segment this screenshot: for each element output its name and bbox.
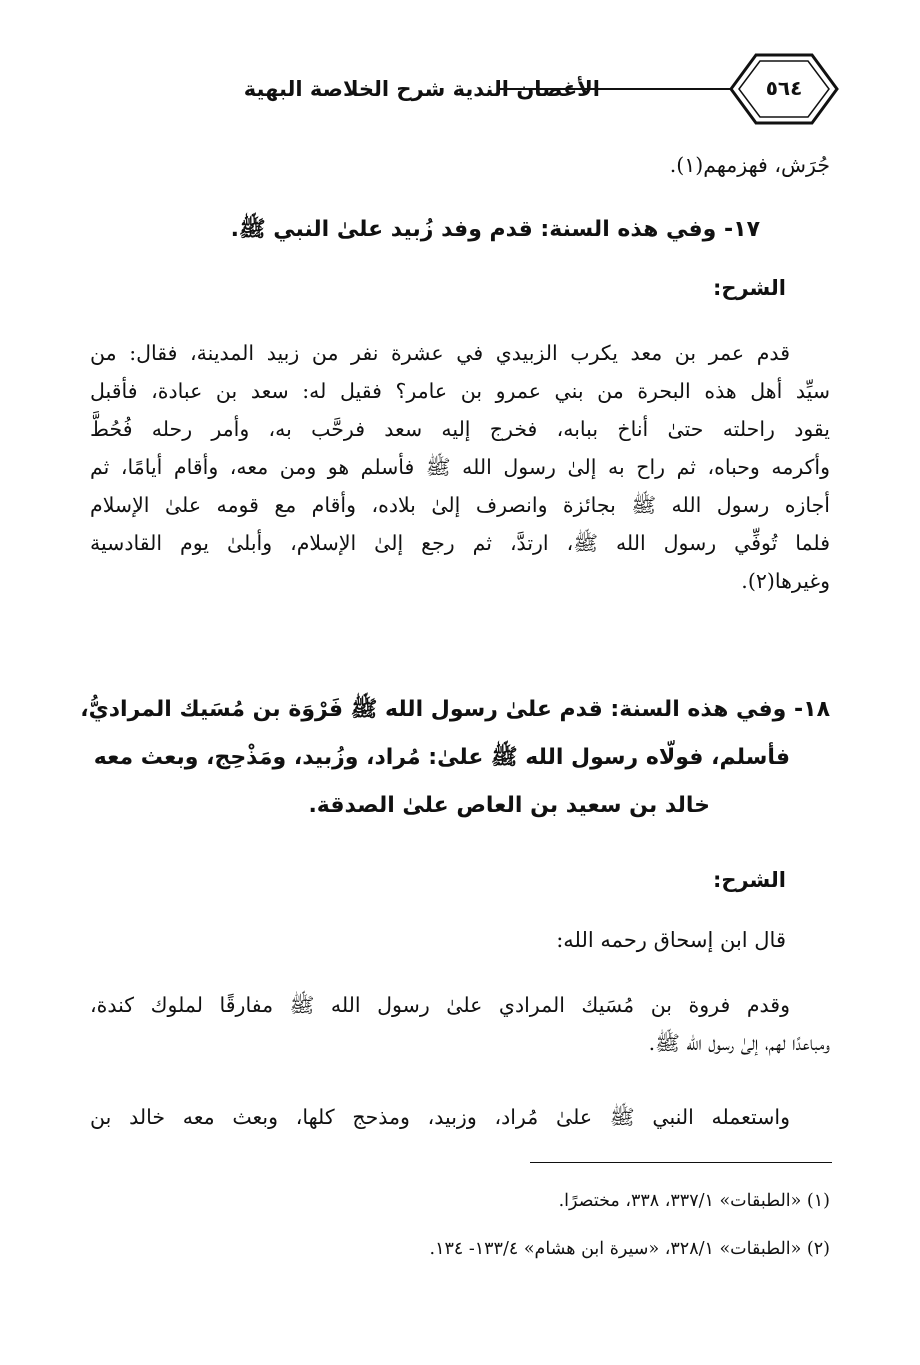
paragraph-line: وغيرها(٢). (741, 569, 830, 593)
continuation-line: جُرَش، فهزمهم(١). (669, 153, 830, 177)
paragraph-line: يقود راحلته حتىٰ أناخ ببابه، فخرج إليه سعد فرحَّب به، وأمر رحله فُحُطَّ (90, 417, 830, 441)
paragraph-line: ومباعدًا لهم، إلىٰ رسول الله ﷺ. (648, 1031, 830, 1055)
section-18-paragraph-1 (90, 986, 830, 1062)
footnote-rule (530, 1162, 832, 1163)
section-17-heading: ١٧- وفي هذه السنة: قدم وفد زُبيد علىٰ النبي ﷺ. (230, 217, 760, 242)
paragraph-line: واستعمله النبي ﷺ علىٰ مُراد، وزبيد، ومذحج كلها، وبعث معه خالد بن (90, 1105, 790, 1129)
footnote-1: (١) «الطبقات» ٣٣٧/١، ٣٣٨، مختصرًا. (558, 1191, 830, 1211)
sharh-label-18: الشرح: (712, 868, 786, 892)
paragraph-line: وقدم فروة بن مُسَيك المرادي علىٰ رسول الله ﷺ مفارقًا لملوك كندة، (90, 993, 790, 1017)
heading-line: خالد بن سعيد بن العاص علىٰ الصدقة. (308, 793, 710, 818)
running-title: الأغصان الندية شرح الخلاصة البهية (243, 77, 600, 101)
header-rule (500, 88, 730, 90)
section-17-paragraph (90, 334, 830, 600)
paragraph-line: أجازه رسول الله ﷺ بجائزة وانصرف إلىٰ بلاده، وأقام مع قومه علىٰ الإسلام (90, 493, 830, 517)
heading-line: ١٨- وفي هذه السنة: قدم علىٰ رسول الله ﷺ فَرْوَة بن مُسَيك المراديُّ، (80, 697, 830, 722)
page-header (90, 52, 840, 126)
section-18-heading (80, 686, 830, 830)
paragraph-line: وأكرمه وحباه، ثم راح به إلىٰ رسول الله ﷺ فأسلم هو ومن معه، وأقام أيامًا، ثم (90, 455, 830, 479)
attribution-line: قال ابن إسحاق رحمه الله: (556, 928, 786, 952)
page-number: ٥٦٤ (765, 76, 803, 100)
page-number-badge (728, 52, 840, 126)
paragraph-line: سيِّد أهل هذه البحرة من بني عمرو بن عامر؟ فقيل له: سعد بن عبادة، فأقبل (90, 379, 830, 403)
paragraph-line: فلما تُوفِّي رسول الله ﷺ، ارتدَّ، ثم رجع إلىٰ الإسلام، وأبلىٰ يوم القادسية (90, 531, 830, 555)
sharh-label-17: الشرح: (712, 276, 786, 300)
paragraph-line: قدم عمر بن معد يكرب الزبيدي في عشرة نفر من زبيد المدينة، فقال: من (90, 341, 790, 365)
section-18-paragraph-2 (90, 1098, 830, 1136)
heading-line: فأسلم، فولّاه رسول الله ﷺ علىٰ: مُراد، وزُبيد، ومَذْحِج، وبعث معه (93, 745, 790, 770)
footnote-2: (٢) «الطبقات» ٣٢٨/١، «سيرة ابن هشام» ١٣٣/٤- ١٣٤. (429, 1239, 830, 1259)
